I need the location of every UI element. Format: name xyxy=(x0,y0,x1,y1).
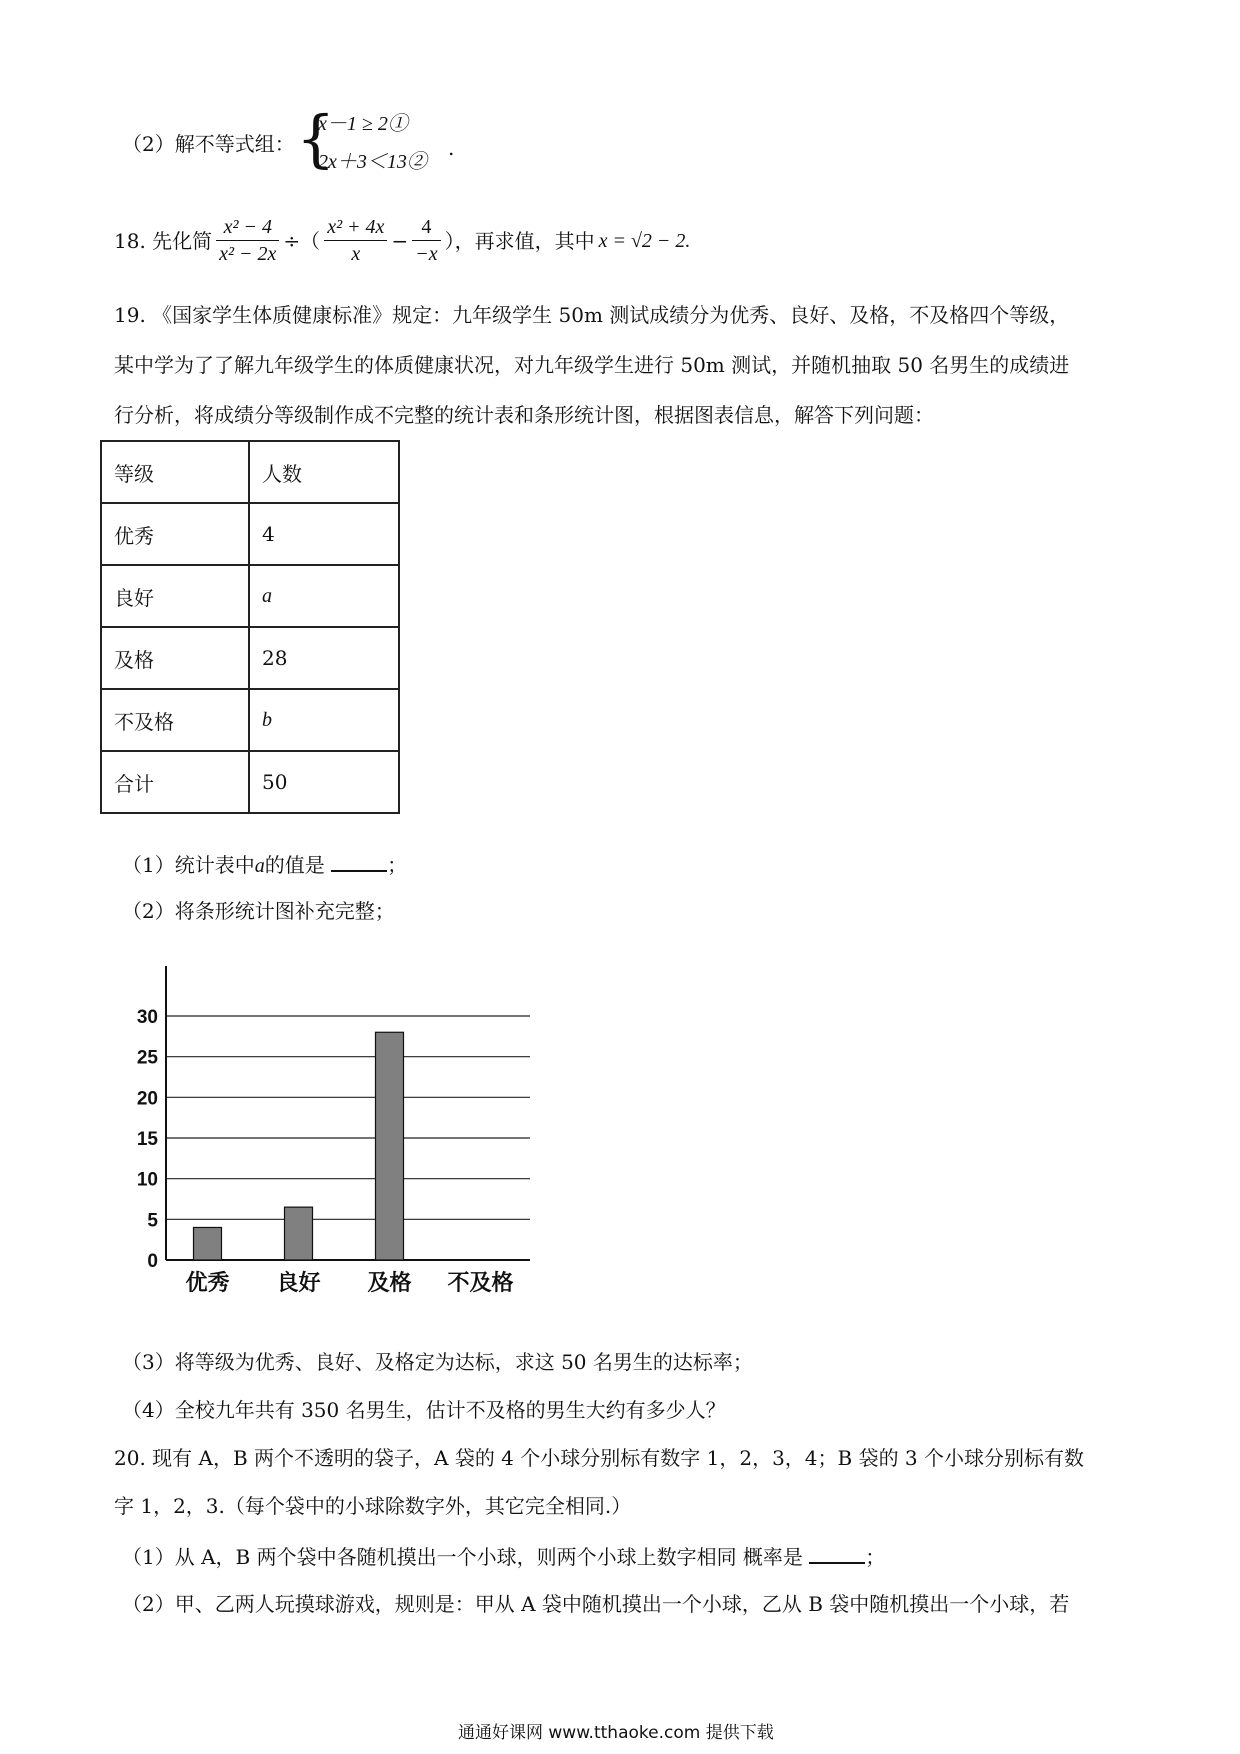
table-row xyxy=(101,627,399,689)
q18-divide: ÷（ xyxy=(283,228,321,253)
y-tick-label: 5 xyxy=(147,1210,158,1232)
answer-blank xyxy=(331,852,387,872)
y-tick-label: 15 xyxy=(136,1129,158,1150)
q20-part2: （2）甲、乙两人玩摸球游戏，规则是：甲从 A 袋中随机摸出一个小球，乙从 B 袋中随机摸出一个小球，若 xyxy=(122,1592,1070,1616)
y-tick-label: 10 xyxy=(136,1169,158,1191)
table-cell: 合计 xyxy=(101,751,249,813)
q19-part1-after: 的值是 xyxy=(264,853,325,877)
q17-part2-label: （2）解不等式组： xyxy=(122,132,295,156)
q19-part1-end: ； xyxy=(387,853,408,877)
stats-table xyxy=(100,440,400,814)
q19-part1 xyxy=(122,852,407,878)
table-cell: 不及格 xyxy=(101,689,249,751)
bar xyxy=(376,1032,404,1260)
q18-f1-numerator: x² − 4 xyxy=(216,214,279,241)
chart-bars xyxy=(194,1032,404,1260)
table-cell: 50 xyxy=(249,751,399,813)
q18-f3-denominator: −x xyxy=(415,243,438,265)
q20-part1-text: （1）从 A，B 两个袋中各随机摸出一个小球，则两个小球上数字相同 概率是 xyxy=(122,1545,803,1569)
table-row xyxy=(101,503,399,565)
q18-x-value: x = √2 − 2. xyxy=(598,229,691,252)
y-tick-label: 20 xyxy=(136,1088,158,1110)
bar-chart xyxy=(120,960,540,1310)
table-cell: 良好 xyxy=(101,565,249,627)
table-cell: 及格 xyxy=(101,627,249,689)
table-header-cell: 人数 xyxy=(249,441,399,503)
q19-line-3: 行分析，将成绩分等级制作成不完整的统计表和条形统计图，根据图表信息，解答下列问题： xyxy=(114,403,934,427)
q19-line-1: 19. 《国家学生体质健康标准》规定：九年级学生 50m 测试成绩分为优秀、良好、及格，不及格四个等级， xyxy=(114,303,1070,327)
answer-blank xyxy=(809,1544,865,1564)
y-tick-label: 30 xyxy=(136,1007,158,1028)
q18-suffix: ），再求值，其中 xyxy=(444,228,595,253)
q20-part1 xyxy=(122,1544,885,1569)
q19-part2: （2）将条形统计图补充完整； xyxy=(122,899,395,923)
x-category-label: 优秀 xyxy=(185,1271,230,1296)
q19-part1-var: a xyxy=(254,855,265,877)
q19-part3: （3）将等级为优秀、良好、及格定为达标，求这 50 名男生的达标率； xyxy=(122,1350,753,1374)
bar xyxy=(285,1207,313,1260)
chart-x-category-labels xyxy=(185,1270,513,1296)
table-row xyxy=(101,751,399,813)
table-row xyxy=(101,565,399,627)
q20-part1-end: ； xyxy=(865,1545,886,1569)
x-category-label: 及格 xyxy=(367,1271,412,1296)
q19-part1-before: （1）统计表中 xyxy=(122,853,255,877)
q20-line-1: 20. 现有 A，B 两个不透明的袋子，A 袋的 4 个小球分别标有数字 1，2，3，4；B 袋的 3 个小球分别标有数 xyxy=(114,1446,1085,1470)
q18-f3-numerator: 4 xyxy=(412,214,440,241)
table-header-cell: 等级 xyxy=(101,441,249,503)
table-cell: 优秀 xyxy=(101,503,249,565)
page-footer: 通通好课网 www.tthaoke.com 提供下载 xyxy=(458,1723,774,1743)
q18-line xyxy=(114,214,690,267)
table-row xyxy=(101,689,399,751)
q18-prefix: 18. 先化简 xyxy=(114,228,213,253)
chart-y-tick-labels xyxy=(137,1007,159,1272)
q17-inequality-1: x－1 ≥ 2① xyxy=(318,113,408,135)
q18-fraction-3 xyxy=(412,214,440,267)
table-cell: b xyxy=(249,689,399,751)
q17-inequality-2: 2x＋3＜13② xyxy=(318,151,427,173)
y-tick-label: 0 xyxy=(147,1251,158,1272)
q17-period: . xyxy=(448,136,455,160)
y-tick-label: 25 xyxy=(136,1047,158,1069)
chart-axes xyxy=(166,966,530,1260)
table-cell: a xyxy=(249,565,399,627)
q18-minus: − xyxy=(391,228,409,253)
system-brace: { xyxy=(296,102,336,175)
table-cell: 28 xyxy=(249,627,399,689)
chart-grid xyxy=(166,1016,530,1219)
table-cell: 4 xyxy=(249,503,399,565)
x-category-label: 不及格 xyxy=(447,1271,514,1296)
q19-part4: （4）全校九年共有 350 名男生，估计不及格的男生大约有多少人？ xyxy=(122,1398,726,1422)
q18-fraction-2 xyxy=(324,214,387,267)
x-category-label: 良好 xyxy=(276,1271,321,1296)
q18-f2-denominator: x xyxy=(351,243,361,265)
bar xyxy=(194,1227,222,1260)
q18-f1-denominator: x² − 2x xyxy=(219,243,277,265)
q20-line-2: 字 1，2，3.（每个袋中的小球除数字外，其它完全相同.） xyxy=(114,1494,632,1518)
q18-fraction-1 xyxy=(216,214,279,267)
q19-line-2: 某中学为了了解九年级学生的体质健康状况，对九年级学生进行 50m 测试，并随机抽取 50 名男生的成绩进 xyxy=(114,353,1070,377)
table-header-row xyxy=(101,441,399,503)
q18-f2-numerator: x² + 4x xyxy=(324,214,387,241)
